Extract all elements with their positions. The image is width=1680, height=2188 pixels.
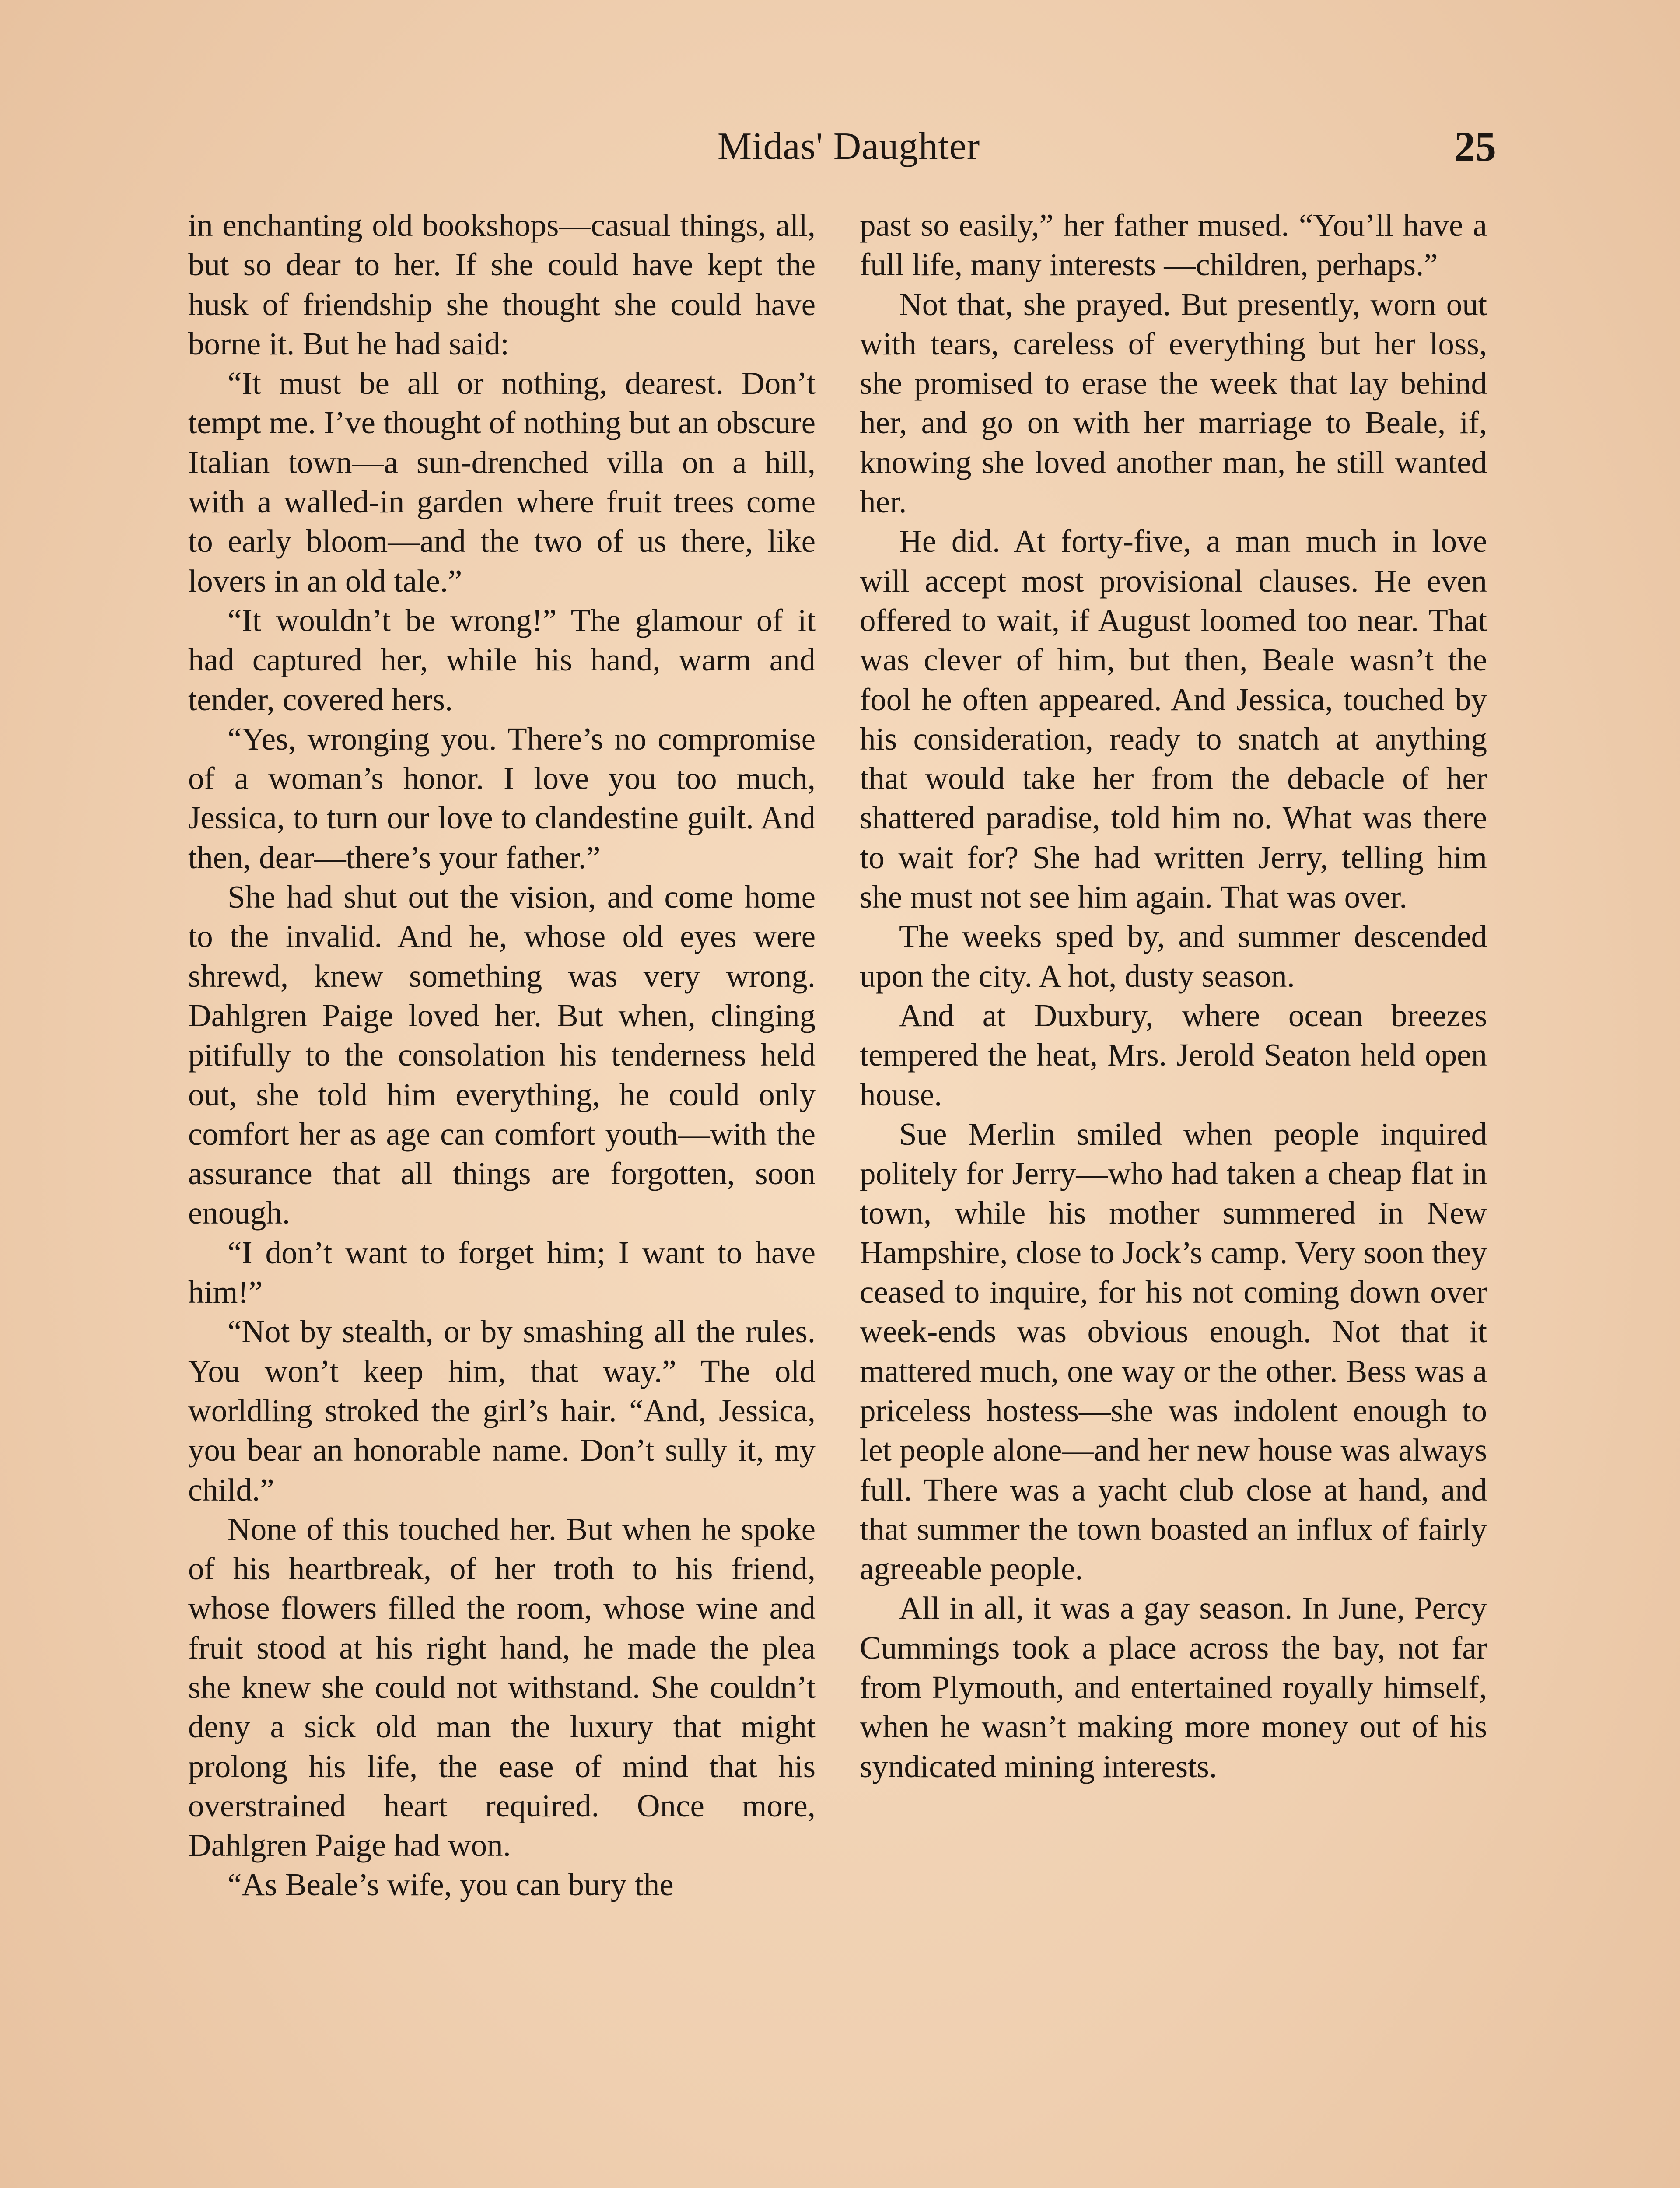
paragraph: All in all, it was a gay season. In June, Percy Cummings took a place across the bay, not far from Plymouth, and entertained royally himself, when he wasn’t making more money out of his syndicated mining interests. <box>860 1590 1487 1784</box>
paragraph: “Yes, wronging you. There’s no compromise of a woman’s honor. I love you too much, Jessica, to turn our love to clandestine guilt. And then, dear—there’s your father.” <box>188 721 816 875</box>
paragraph: “As Beale’s wife, you can bury the <box>228 1867 674 1903</box>
paragraph: “Not by stealth, or by smashing all the rules. You won’t keep him, that way.” The old worldling stroked the girl’s hair. “And, Jessica, you bear an honorable name. Don’t sully it, my child.” <box>188 1314 816 1508</box>
paragraph: in enchanting old bookshops—casual things, all, but so dear to her. If she could have kept the husk of friendship she thought she could have borne it. But he had said: <box>188 207 816 361</box>
paragraph: “I don’t want to forget him; I want to have him!” <box>188 1234 816 1310</box>
paragraph: past so easily,” her father mused. “You’ll have a full life, many interests —children, perhaps.” <box>860 207 1487 283</box>
paragraph: None of this touched her. But when he spoke of his heartbreak, of her troth to his friend, whose flowers filled the room, whose wine and fruit stood at his right hand, he made the plea she knew she could not withstand. She couldn’t deny a sick old man the luxury that might prolong his life, the ease of mind that his overstrained heart required. Once more, Dahlgren Paige had won. <box>188 1511 816 1863</box>
paragraph: Not that, she prayed. But presently, worn out with tears, careless of everything but her loss, she promised to erase the week that lay behind her, and go on with her marriage to Beale, if, knowing she loved another man, he still wanted her. <box>860 286 1487 520</box>
paragraph: The weeks sped by, and summer descended upon the city. A hot, dusty season. <box>860 919 1487 994</box>
paragraph: “It wouldn’t be wrong!” The glamour of it had captured her, while his hand, warm and tender, covered hers. <box>188 602 816 717</box>
left-text-column <box>188 206 816 1905</box>
page-number: 25 <box>1454 123 1496 170</box>
paragraph: Sue Merlin smiled when people inquired politely for Jerry—who had taken a cheap flat in town, while his mother summered in New Hampshire, close to Jock’s camp. Very soon they ceased to inquire, for his not coming down over week-ends was obvious enough. Not that it mattered much, one way or the other. Bess was a priceless hostess—she was indolent enough to let people alone—and her new house was always full. There was a yacht club close at hand, and that summer the town boasted an influx of fairly agreeable people. <box>860 1116 1487 1587</box>
paragraph: She had shut out the vision, and come home to the invalid. And he, whose old eyes were shrewd, knew something was very wrong. Dahlgren Paige loved her. But when, clinging pitifully to the consolation his tenderness held out, she told him everything, he could only comfort her as age can comfort youth—with the assurance that all things are forgotten, soon enough. <box>188 879 816 1231</box>
right-text-column <box>860 206 1487 1786</box>
paragraph: And at Duxbury, where ocean breezes tempered the heat, Mrs. Jerold Seaton held open house. <box>860 997 1487 1112</box>
paragraph: He did. At forty-five, a man much in love will accept most provisional clauses. He even offered to wait, if August loomed too near. That was clever of him, but then, Beale wasn’t the fool he often appeared. And Jessica, touched by his consideration, ready to snatch at anything that would take her from the debacle of her shattered paradise, told him no. What was there to wait for? She had written Jerry, telling him she must not see him again. That was over. <box>860 523 1487 915</box>
page-header <box>188 123 1496 179</box>
running-title: Midas' Daughter <box>717 125 980 168</box>
paragraph: “It must be all or nothing, dearest. Don’t tempt me. I’ve thought of nothing but an obscure Italian town—a sun-drenched villa on a hill, with a walled-in garden where fruit trees come to early bloom—and the two of us there, like lovers in an old tale.” <box>188 365 816 599</box>
